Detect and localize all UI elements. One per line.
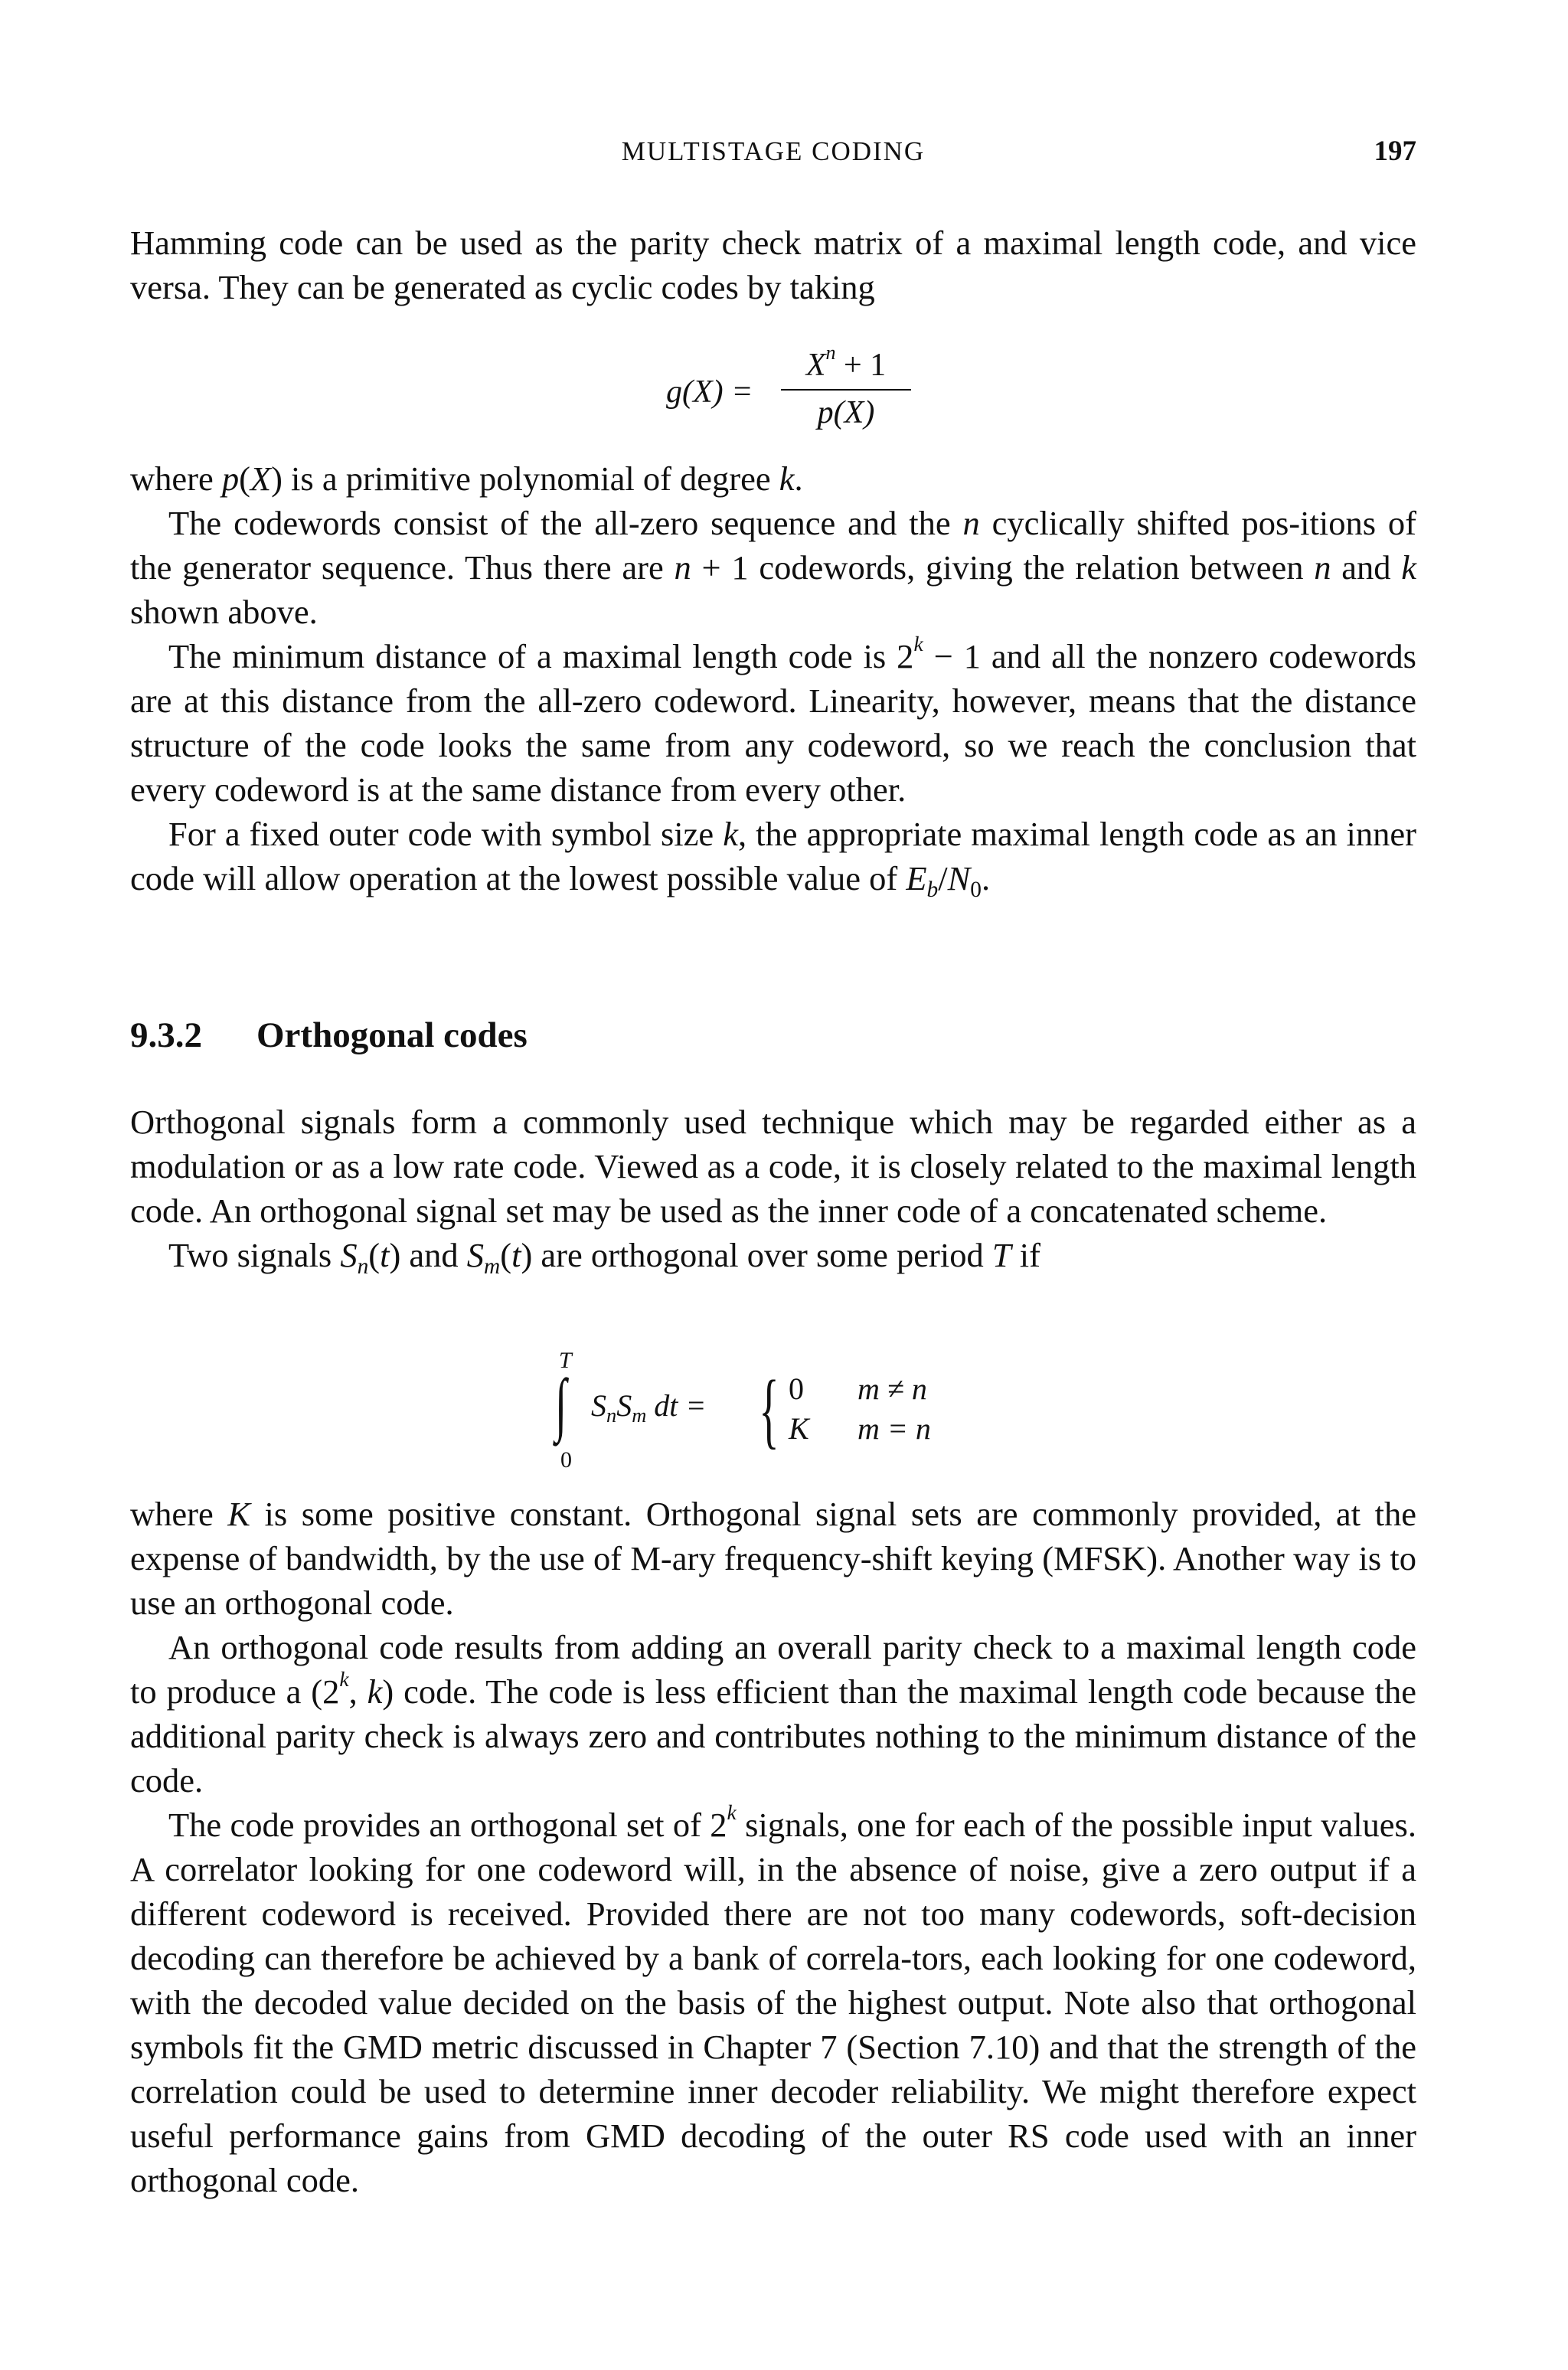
paragraph-block-1 <box>130 221 1416 309</box>
equation-fraction <box>781 342 911 433</box>
paragraph: Hamming code can be used as the parity check matrix of a maximal length code, and vice versa. They can be generated as cyclic codes by taking <box>130 224 1416 306</box>
fraction-numerator: $X^n + 1$ <box>805 342 887 383</box>
paragraph-block-4 <box>130 1492 1416 2202</box>
paragraph: For a fixed outer code with symbol size k, the appropriate maximal length code as an inner code will allow operation at the lowest possible value of $E_b/N_0$. <box>130 815 1416 902</box>
case-unequal: 0 m ≠ n <box>789 1371 927 1406</box>
paragraph: where p(X) is a primitive polynomial of degree k. <box>130 459 803 498</box>
page-number: 197 <box>1374 136 1416 167</box>
paragraph: The code provides an orthogonal set of 2$^k$ signals, one for each of the possible input values. A correlator looking for one codeword will, in the absence of noise, give a zero output if a different codeword is received. Provided there are not too many codewords, soft-decision decoding can therefore be achieved by a bank of correla-tors, each looking for one codeword, with the decoded value decided on the basis of the highest output. Note also that orthogonal symbols fit the GMD metric discussed in Chapter 7 (Section 7.10) and that the strength of the correlation could be used to determine inner decoder reliability. We might therefore expect useful performance gains from GMD decoding of the outer RS code used with an inner orthogonal code. <box>130 1800 1416 2199</box>
equation-orthogonality <box>551 1348 1087 1486</box>
fraction-denominator: p(X) <box>817 395 875 430</box>
equation-lhs: g(X) = <box>666 374 753 410</box>
paragraph: An orthogonal code results from adding an overall parity check to a maximal length code to produce a (2$^k$, k) code. The code is less efficient than the maximal length code because the additional parity check is always zero and contributes nothing to the minimum distance of the code. <box>130 1628 1416 1800</box>
integral-sign: ∫ <box>555 1365 567 1443</box>
section-title: Orthogonal codes <box>256 1015 528 1055</box>
paragraph: The codewords consist of the all-zero sequence and the n cyclically shifted pos-itions of the generator sequence. Thus there are n + 1 codewords, giving the relation between n and k shown above. <box>130 504 1416 631</box>
case-equal: K m = n <box>789 1411 931 1446</box>
cases-brace: { <box>759 1363 779 1456</box>
paragraph: The minimum distance of a maximal length code is $2^k - 1$ and all the nonzero codewords are at this distance from the all-zero codeword. Linearity, however, means that the distance structure of the code looks the same from any codeword, so we reach the conclusion that every codeword is at the same distance from every other. <box>130 631 1416 809</box>
section-heading <box>130 1015 528 1056</box>
paragraph: where K is some positive constant. Orthogonal signal sets are commonly provided, at the expense of bandwidth, by the use of M-ary frequency-shift keying (MFSK). Another way is to use an orthogonal code. <box>130 1495 1416 1622</box>
paragraph: Two signals $S_n(t)$ and $S_m(t)$ are orthogonal over some period T if <box>168 1236 1040 1279</box>
integral-upper-limit: T <box>559 1348 572 1373</box>
paragraph: Orthogonal signals form a commonly used technique which may be regarded either as a modulation or as a low rate code. Viewed as a code, it is closely related to the maximal length code. An orthogonal signal set may be used as the inner code of a concatenated scheme. <box>130 1103 1416 1230</box>
paragraph-block-2 <box>130 456 1416 901</box>
section-number: 9.3.2 <box>130 1015 202 1055</box>
fraction-bar <box>781 389 911 391</box>
paragraph-block-3 <box>130 1100 1416 1277</box>
running-title: MULTISTAGE CODING <box>621 136 926 166</box>
integral-lower-limit: 0 <box>560 1447 572 1473</box>
running-head <box>130 130 1416 176</box>
equation-generator-polynomial <box>666 342 972 444</box>
integrand: $S_nS_m$ dt = <box>591 1388 707 1427</box>
